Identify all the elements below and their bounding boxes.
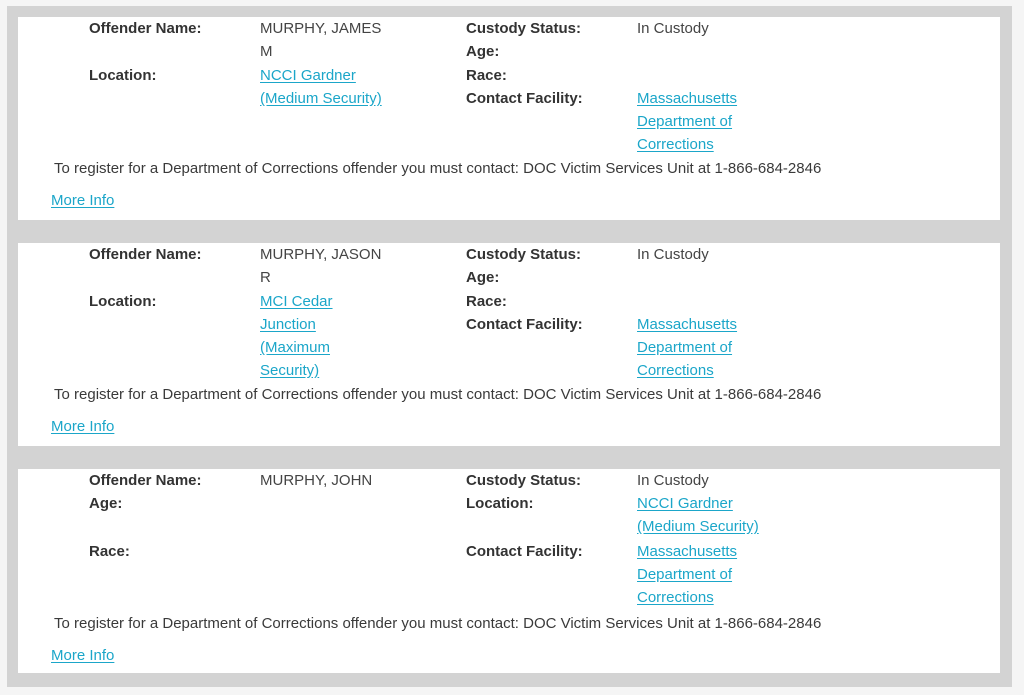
offender-name-label: Offender Name: bbox=[89, 472, 202, 489]
custody-status-value: In Custody bbox=[637, 20, 709, 37]
location-label: Location: bbox=[466, 495, 534, 512]
contact-facility-link[interactable] bbox=[637, 87, 777, 156]
offender-record-card bbox=[18, 469, 1000, 673]
more-info-link[interactable]: More Info bbox=[51, 647, 115, 664]
race-label: Race: bbox=[466, 67, 507, 84]
register-note: To register for a Department of Corrections offender you must contact: DOC Victim Services Unit at 1-866-684-2846 bbox=[54, 160, 822, 177]
more-info-link[interactable]: More Info bbox=[51, 192, 115, 209]
register-note: To register for a Department of Corrections offender you must contact: DOC Victim Services Unit at 1-866-684-2846 bbox=[54, 615, 822, 632]
offender-name-label: Offender Name: bbox=[89, 246, 202, 263]
contact-facility-link-line[interactable]: Corrections bbox=[637, 589, 714, 606]
location-link[interactable] bbox=[637, 492, 817, 538]
custody-status-value: In Custody bbox=[637, 472, 709, 489]
offender-name-label: Offender Name: bbox=[89, 20, 202, 37]
location-link-line[interactable]: NCCI Gardner bbox=[260, 67, 356, 84]
custody-status-label: Custody Status: bbox=[466, 246, 582, 263]
age-label: Age: bbox=[466, 43, 500, 60]
location-link[interactable] bbox=[260, 64, 400, 110]
location-link-line[interactable]: MCI Cedar bbox=[260, 293, 333, 310]
contact-facility-link-line[interactable]: Corrections bbox=[637, 136, 714, 153]
location-link-line[interactable]: Junction bbox=[260, 316, 316, 333]
location-link-line[interactable]: NCCI Gardner bbox=[637, 495, 733, 512]
contact-facility-label: Contact Facility: bbox=[466, 316, 583, 333]
contact-facility-label: Contact Facility: bbox=[466, 543, 583, 560]
contact-facility-link[interactable] bbox=[637, 313, 777, 382]
contact-facility-link-line[interactable]: Massachusetts bbox=[637, 543, 738, 560]
location-link-line[interactable]: (Medium Security) bbox=[637, 518, 759, 535]
location-label: Location: bbox=[89, 293, 157, 310]
race-label: Race: bbox=[466, 293, 507, 310]
custody-status-label: Custody Status: bbox=[466, 472, 582, 489]
more-info-link[interactable]: More Info bbox=[51, 418, 115, 435]
custody-status-value: In Custody bbox=[637, 246, 709, 263]
location-link-line[interactable]: (Maximum bbox=[260, 339, 330, 356]
custody-status-label: Custody Status: bbox=[466, 20, 582, 37]
offender-name-value-line2: R bbox=[260, 269, 271, 286]
contact-facility-link-line[interactable]: Department of bbox=[637, 339, 733, 356]
location-link-line[interactable]: Security) bbox=[260, 362, 320, 379]
offender-record-card bbox=[18, 17, 1000, 220]
register-note: To register for a Department of Corrections offender you must contact: DOC Victim Services Unit at 1-866-684-2846 bbox=[54, 386, 822, 403]
contact-facility-link-line[interactable]: Massachusetts bbox=[637, 90, 738, 107]
race-label: Race: bbox=[89, 543, 130, 560]
age-label: Age: bbox=[466, 269, 500, 286]
contact-facility-label: Contact Facility: bbox=[466, 90, 583, 107]
results-frame bbox=[7, 6, 1012, 687]
offender-name-value-line2: M bbox=[260, 43, 273, 60]
age-label: Age: bbox=[89, 495, 123, 512]
offender-record-card bbox=[18, 243, 1000, 446]
offender-name-value: MURPHY, JOHN bbox=[260, 472, 373, 489]
offender-name-value: MURPHY, JASON bbox=[260, 246, 382, 263]
contact-facility-link-line[interactable]: Department of bbox=[637, 113, 733, 130]
location-label: Location: bbox=[89, 67, 157, 84]
location-link[interactable] bbox=[260, 290, 400, 382]
offender-name-value: MURPHY, JAMES bbox=[260, 20, 382, 37]
contact-facility-link-line[interactable]: Massachusetts bbox=[637, 316, 738, 333]
contact-facility-link-line[interactable]: Department of bbox=[637, 566, 733, 583]
contact-facility-link-line[interactable]: Corrections bbox=[637, 362, 714, 379]
contact-facility-link[interactable] bbox=[637, 540, 777, 609]
location-link-line[interactable]: (Medium Security) bbox=[260, 90, 382, 107]
